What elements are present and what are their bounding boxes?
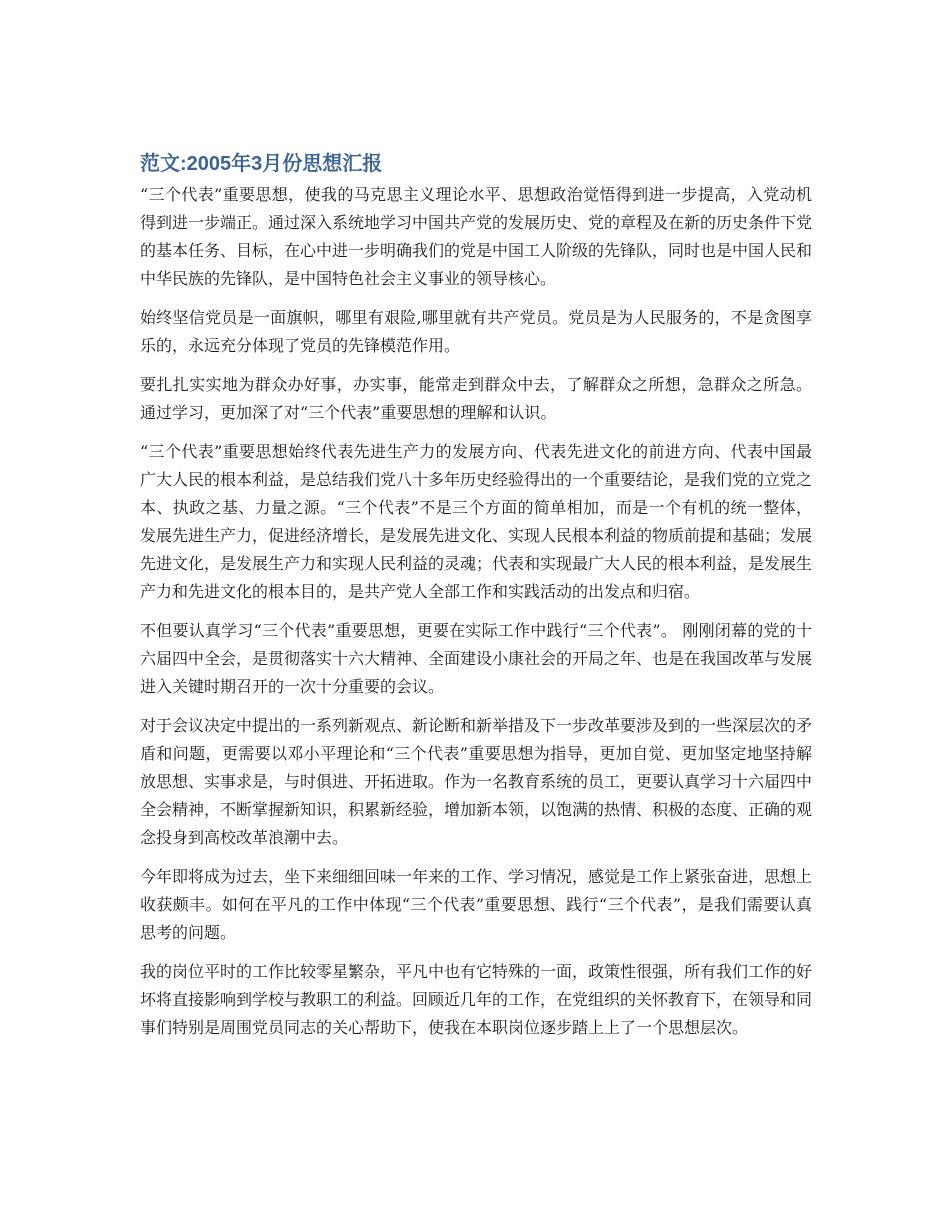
document-title: 范文:2005年3月份思想汇报 xyxy=(140,153,383,175)
document-page xyxy=(140,149,812,1053)
paragraph-8: 我的岗位平时的工作比较零星繁杂，平凡中也有它特殊的一面，政策性很强，所有我们工作的好坏将直接影响到学校与教职工的利益。回顾近几年的工作，在党组织的关怀教育下，在领导和同事们特别是周围党员同志的关心帮助下，使我在本职岗位逐步踏上上了一个思想层次。 xyxy=(140,962,813,1037)
paragraph-7: 今年即将成为过去，坐下来细细回味一年来的工作、学习情况，感觉是工作上紧张奋进，思想上收获颇丰。如何在平凡的工作中体现“三个代表”重要思想、践行“三个代表”，是我们需要认真思考的问题。 xyxy=(140,867,813,942)
paragraph-3: 要扎扎实实地为群众办好事，办实事，能常走到群众中去，了解群众之所想，急群众之所急。 通过学习，更加深了对“三个代表”重要思想的理解和认识。 xyxy=(140,375,812,422)
paragraph-2: 始终坚信党员是一面旗帜，哪里有艰险,哪里就有共产党员。党员是为人民服务的，不是贪图享乐的，永远充分体现了党员的先锋模范作用。 xyxy=(140,308,812,355)
paragraph-4: “三个代表”重要思想始终代表先进生产力的发展方向、代表先进文化的前进方向、代表中国最广大人民的根本利益，是总结我们党八十多年历史经验得出的一个重要结论，是我们党的立党之本、执政之基、力量之源。“三个代表”不是三个方面的简单相加，而是一个有机的统一整体，发展先进生产力，促进经济增长，是发展先进文化、实现人民根本利益的物质前提和基础；发展先进文化，是发展生产力和实现人民利益的灵魂；代表和实现最广大人民的根本利益，是发展生产力和先进文化的根本目的，是共产党人全部工作和实践活动的出发点和归宿。 xyxy=(140,442,813,601)
paragraph-1: “三个代表”重要思想，使我的马克思主义理论水平、思想政治觉悟得到进一步提高，入党动机得到进一步端正。通过深入系统地学习中国共产党的发展历史、党的章程及在新的历史条件下党的基本任务、目标，在心中进一步明确我们的党是中国工人阶级的先锋队，同时也是中国人民和中华民族的先锋队，是中国特色社会主义事业的领导核心。 xyxy=(140,185,813,288)
paragraph-6: 对于会议决定中提出的一系列新观点、新论断和新举措及下一步改革要涉及到的一些深层次的矛盾和问题，更需要以邓小平理论和“三个代表”重要思想为指导，更加自觉、更加坚定地坚持解放思想、实事求是，与时俱进、开拓进取。作为一名教育系统的员工，更要认真学习十六届四中全会精神，不断掌握新知识，积累新经验，增加新本领，以饱满的热情、积极的态度、正确的观念投身到高校改革浪潮中去。 xyxy=(140,716,813,847)
paragraph-5: 不但要认真学习“三个代表”重要思想，更要在实际工作中践行“三个代表”。 刚刚闭幕的党的十六届四中全会，是贯彻落实十六大精神、全面建设小康社会的开局之年、也是在我国改革与发展进入关键时期召开的一次十分重要的会议。 xyxy=(140,621,813,696)
